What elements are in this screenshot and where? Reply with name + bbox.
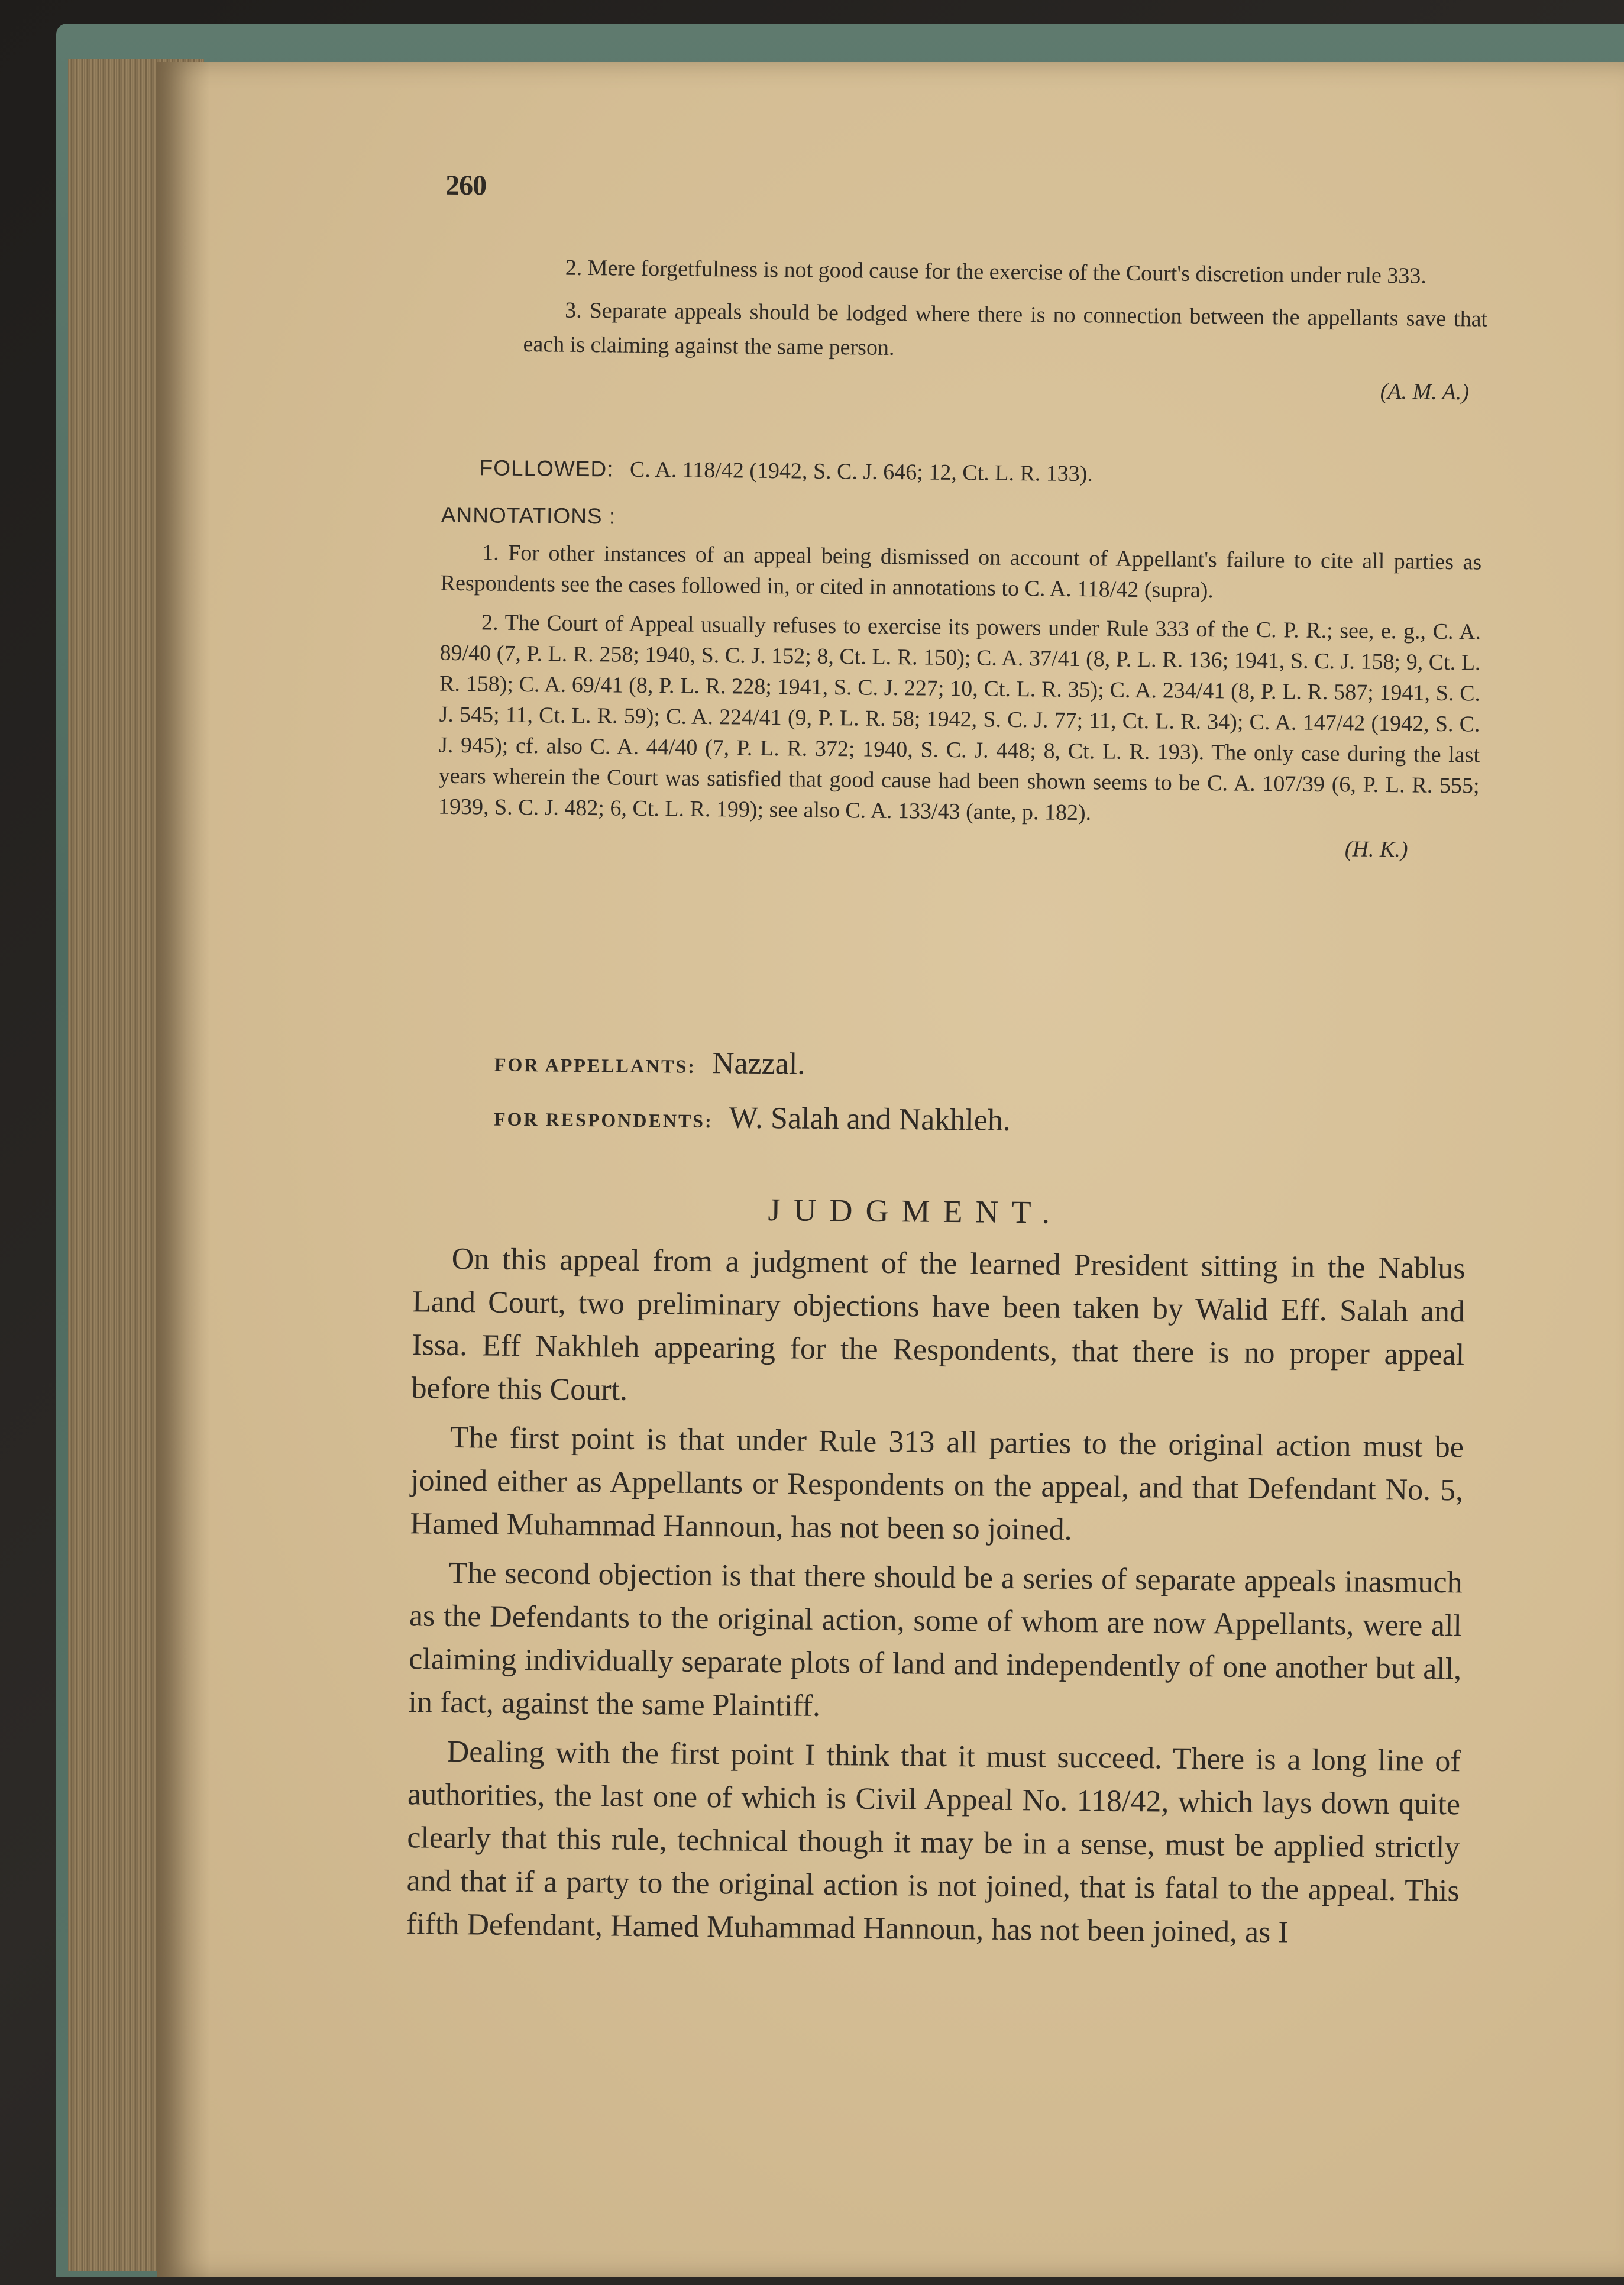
judgment-paragraph-3: The second objection is that there should be a series of separate appeals inasmuch as the Defendants to the original action, some of whom are now Appellants, were all claiming individually separate plots of land and independently of one another but all, in fact, against the same Plaintiff. bbox=[408, 1556, 1463, 1723]
counsel-respondents bbox=[494, 1098, 1011, 1138]
counsel-appellants bbox=[494, 1044, 805, 1082]
appellants-counsel: Nazzal. bbox=[711, 1046, 805, 1081]
followed-line bbox=[479, 451, 1484, 495]
appellants-label: FOR APPELLANTS: bbox=[494, 1053, 697, 1077]
annotation-1: 1. For other instances of an appeal being dismissed on account of Appellant's failure to cite all parties as Respondents see the cases followed in, or cited in annotations to C. A. 118/42 (supra). bbox=[440, 540, 1482, 603]
judgment-title: JUDGMENT. bbox=[768, 1192, 1063, 1230]
annotation-2: 2. The Court of Appeal usually refuses to exercise its powers under Rule 333 of the C. P. R.; see, e. g., C. A. 89/40 (7, P. L. R. 258; 1940, S. C. J. 152; 8, Ct. L. R. 150); C. A. 37/41 (8, P. L. R. 136; 1941, S. C. J. 158; 9, Ct. L. R. 158); C. A. 69/41 (8, P. L. R. 228; 1941, S. C. J. 227; 10, Ct. L. R. 35); C. A. 234/41 (8, P. L. R. 587; 1941, S. C. J. 545; 11, Ct. L. R. 59); C. A. 224/41 (9, P. L. R. 58; 1942, S. C. J. 77; 11, Ct. L. R. 34); C. A. 147/42 (1942, S. C. J. 945); cf. also C. A. 44/40 (7, P. L. R. 372; 1940, S. C. J. 448; 8, Ct. L. R. 193). The only case during the last years wherein the Court was satisfied that good cause had been shown seems to be C. A. 107/39 (6, P. L. R. 555; 1939, S. C. J. 482; 6, Ct. L. R. 199); see also C. A. 133/43 (ante, p. 182). bbox=[438, 610, 1481, 826]
followed-text: C. A. 118/42 (1942, S. C. J. 646; 12, Ct. L. R. 133). bbox=[629, 457, 1094, 487]
headnotes bbox=[523, 250, 1488, 410]
judgment-paragraph-2: The first point is that under Rule 313 all parties to the original action must be joined either as Appellants or Respondents on the appeal, and that Defendant No. 5, Hamed Muhammad Hannoun, has not been so joined. bbox=[410, 1420, 1464, 1547]
respondents-counsel: W. Salah and Nakhleh. bbox=[729, 1101, 1011, 1137]
headnote-3: 3. Separate appeals should be lodged where there is no connection between the appellants save that each is claiming against the same person. bbox=[523, 298, 1488, 361]
annotations bbox=[438, 498, 1482, 868]
headnote-2: 2. Mere forgetfulness is not good cause for the exercise of the Court's discretion under rule 333. bbox=[565, 255, 1427, 289]
judgment-body bbox=[406, 1237, 1466, 1961]
page-number: 260 bbox=[445, 169, 487, 202]
headnote-attribution: (A. M. A.) bbox=[1380, 379, 1470, 405]
judgment-paragraph-1: On this appeal from a judgment of the learned President sitting in the Nablus Land Court, two preliminary objections have been taken by Walid Eff. Salah and Issa. Eff Nakhleh appearing for the Respondents, that there is no proper appeal before this Court. bbox=[411, 1242, 1466, 1407]
respondents-label: FOR RESPONDENTS: bbox=[493, 1108, 713, 1132]
followed-label: FOLLOWED: bbox=[479, 455, 614, 481]
judgment-paragraph-4: Dealing with the first point I think that it must succeed. There is a long line of authorities, the last one of which is Civil Appeal No. 118/42, which lays down quite clearly that this rule, technical though it may be in a sense, must be applied strictly and that if a party to the original action is not joined, that is fatal to the appeal. This fifth Defendant, Hamed Muhammad Hannoun, has not been joined, as I bbox=[406, 1734, 1461, 1950]
annotations-heading: ANNOTATIONS : bbox=[441, 502, 616, 529]
annotation-attribution: (H. K.) bbox=[1344, 836, 1408, 862]
